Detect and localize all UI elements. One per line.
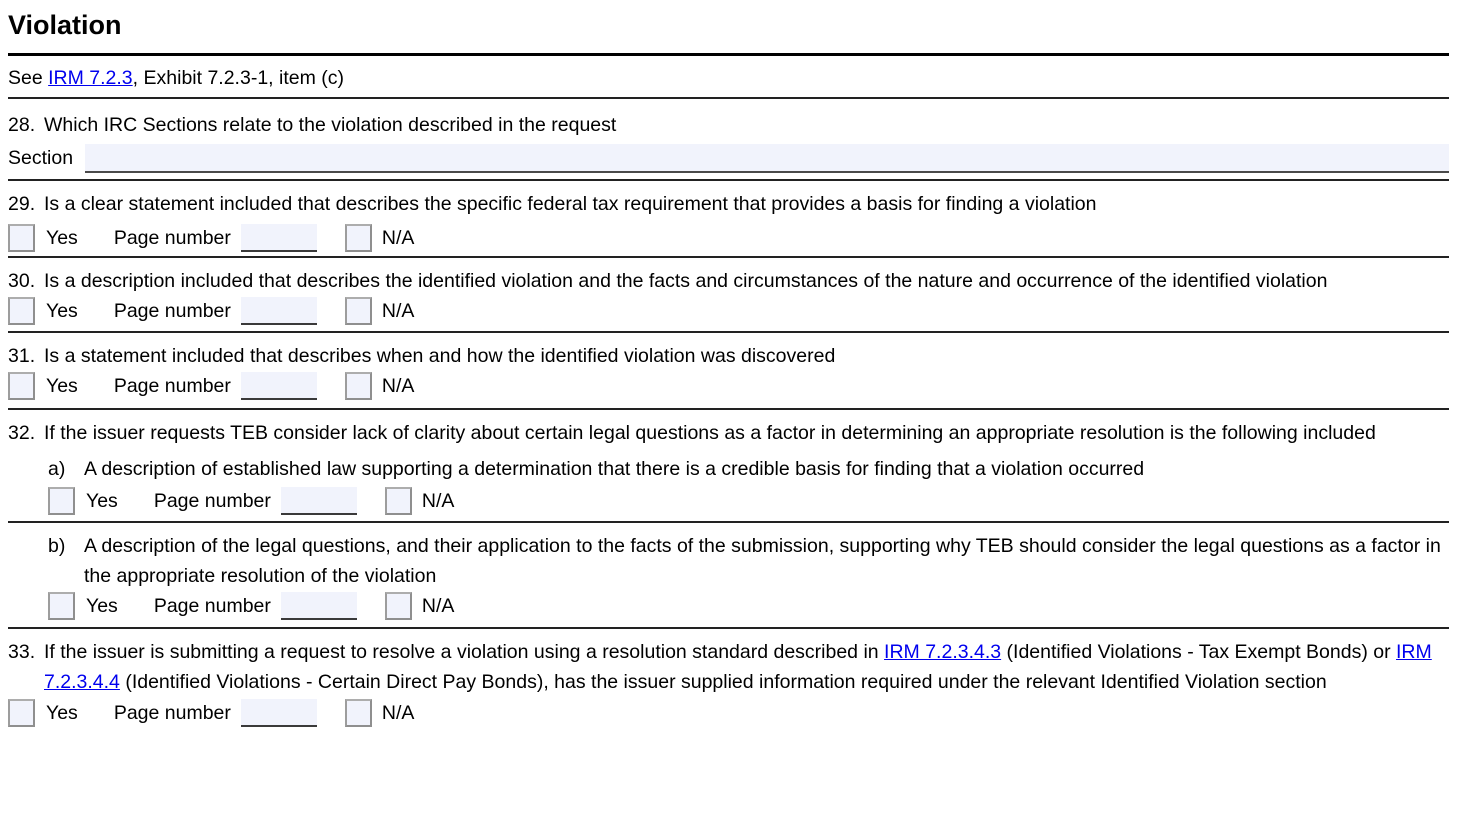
- q32a-yes-checkbox[interactable]: [48, 487, 75, 515]
- question-29: [8, 189, 1449, 219]
- section-label: Section: [8, 147, 74, 169]
- question-33: [8, 637, 1449, 697]
- q32a-page-number-input[interactable]: [281, 487, 357, 515]
- section-input[interactable]: [85, 144, 1449, 173]
- question-30-answer-row: [8, 296, 1449, 326]
- q33-text-before: If the issuer is submitting a request to resolve a violation using a resolution standard described in: [44, 641, 885, 663]
- divider: [8, 256, 1449, 258]
- question-32a-text: A description of established law supporting a determination that there is a credible basis for finding that a violation occurred: [84, 458, 1145, 480]
- divider: [8, 179, 1449, 181]
- question-28: [8, 110, 1449, 140]
- question-32: [8, 418, 1449, 448]
- q29-na-checkbox[interactable]: [345, 224, 372, 252]
- question-29-answer-row: [8, 223, 1449, 253]
- question-33-number: 33.: [8, 641, 36, 663]
- divider: [8, 331, 1449, 333]
- question-33-answer-row: [8, 698, 1449, 728]
- question-32a-letter: a): [48, 458, 66, 480]
- q32b-yes-label: Yes: [86, 595, 118, 617]
- divider: [8, 97, 1449, 99]
- q33-text-after: (Identified Violations - Certain Direct Pay Bonds), has the issuer supplied information required under the relevant Identified Violation section: [119, 671, 1327, 693]
- q32b-yes-checkbox[interactable]: [48, 592, 75, 620]
- question-30-number: 30.: [8, 270, 36, 292]
- question-32-number: 32.: [8, 422, 36, 444]
- question-32b-letter: b): [48, 535, 66, 557]
- q31-na-checkbox[interactable]: [345, 372, 372, 400]
- question-31-answer-row: [8, 371, 1449, 401]
- question-32-text: If the issuer requests TEB consider lack of clarity about certain legal questions as a factor in determining an appropriate resolution is the following included: [44, 422, 1376, 444]
- question-32a-answer-row: [48, 486, 1449, 516]
- q30-page-number-label: Page number: [113, 300, 231, 322]
- q32a-page-number-label: Page number: [153, 490, 271, 512]
- q32b-na-label: N/A: [421, 595, 455, 617]
- q31-yes-checkbox[interactable]: [8, 372, 35, 400]
- question-29-text: Is a clear statement included that describes the specific federal tax requirement that provides a basis for finding a violation: [44, 193, 1097, 215]
- q32a-yes-label: Yes: [86, 490, 118, 512]
- q30-na-checkbox[interactable]: [345, 297, 372, 325]
- question-30: [8, 266, 1449, 296]
- q29-page-number-label: Page number: [113, 227, 231, 249]
- q32b-page-number-label: Page number: [153, 595, 271, 617]
- divider: [8, 408, 1449, 410]
- page-title: Violation: [8, 10, 122, 40]
- q33-page-number-label: Page number: [113, 702, 231, 724]
- question-32a: [48, 454, 1449, 484]
- question-28-number: 28.: [8, 114, 36, 136]
- q31-yes-label: Yes: [46, 375, 78, 397]
- question-32b: [48, 531, 1449, 591]
- q33-na-checkbox[interactable]: [345, 699, 372, 727]
- q33-page-number-input[interactable]: [241, 699, 317, 727]
- q31-page-number-label: Page number: [113, 375, 231, 397]
- q30-yes-label: Yes: [46, 300, 78, 322]
- question-33-text: [44, 637, 1449, 697]
- q32a-na-label: N/A: [421, 490, 455, 512]
- q29-page-number-input[interactable]: [241, 224, 317, 252]
- question-28-text: Which IRC Sections relate to the violation described in the request: [44, 114, 617, 136]
- question-32b-text: A description of the legal questions, and their application to the facts of the submission, supporting why TEB should consider the legal questions as a factor in the appropriate resolution of the violation: [84, 535, 1441, 587]
- irm-7-2-3-4-4-link[interactable]: IRM 7.2.3.4.4: [44, 641, 1432, 693]
- question-31-number: 31.: [8, 345, 36, 367]
- question-30-text: Is a description included that describes the identified violation and the facts and circumstances of the nature and occurrence of the identified violation: [44, 270, 1328, 292]
- question-32b-answer-row: [48, 591, 1449, 621]
- section-row: [8, 143, 1449, 173]
- q31-page-number-input[interactable]: [241, 372, 317, 400]
- question-31-text: Is a statement included that describes when and how the identified violation was discovered: [44, 345, 836, 367]
- q32b-page-number-input[interactable]: [281, 592, 357, 620]
- see-prefix-text: See: [8, 67, 49, 89]
- q30-yes-checkbox[interactable]: [8, 297, 35, 325]
- q30-page-number-input[interactable]: [241, 297, 317, 325]
- q29-yes-label: Yes: [46, 227, 78, 249]
- q32b-na-checkbox[interactable]: [385, 592, 412, 620]
- irm-7-2-3-4-3-link[interactable]: IRM 7.2.3.4.3: [884, 641, 1002, 663]
- divider: [8, 627, 1449, 629]
- divider: [8, 521, 1449, 523]
- irm-7-2-3-link[interactable]: IRM 7.2.3: [48, 67, 133, 89]
- q31-na-label: N/A: [381, 375, 415, 397]
- q33-na-label: N/A: [381, 702, 415, 724]
- q33-yes-label: Yes: [46, 702, 78, 724]
- q29-na-label: N/A: [381, 227, 415, 249]
- q33-yes-checkbox[interactable]: [8, 699, 35, 727]
- see-suffix-text: , Exhibit 7.2.3-1, item (c): [132, 67, 344, 89]
- q33-text-mid: (Identified Violations - Tax Exempt Bonds) or: [1001, 641, 1397, 663]
- q29-yes-checkbox[interactable]: [8, 224, 35, 252]
- q32a-na-checkbox[interactable]: [385, 487, 412, 515]
- see-reference-line: [8, 56, 1449, 97]
- q30-na-label: N/A: [381, 300, 415, 322]
- question-31: [8, 341, 1449, 371]
- question-29-number: 29.: [8, 193, 36, 215]
